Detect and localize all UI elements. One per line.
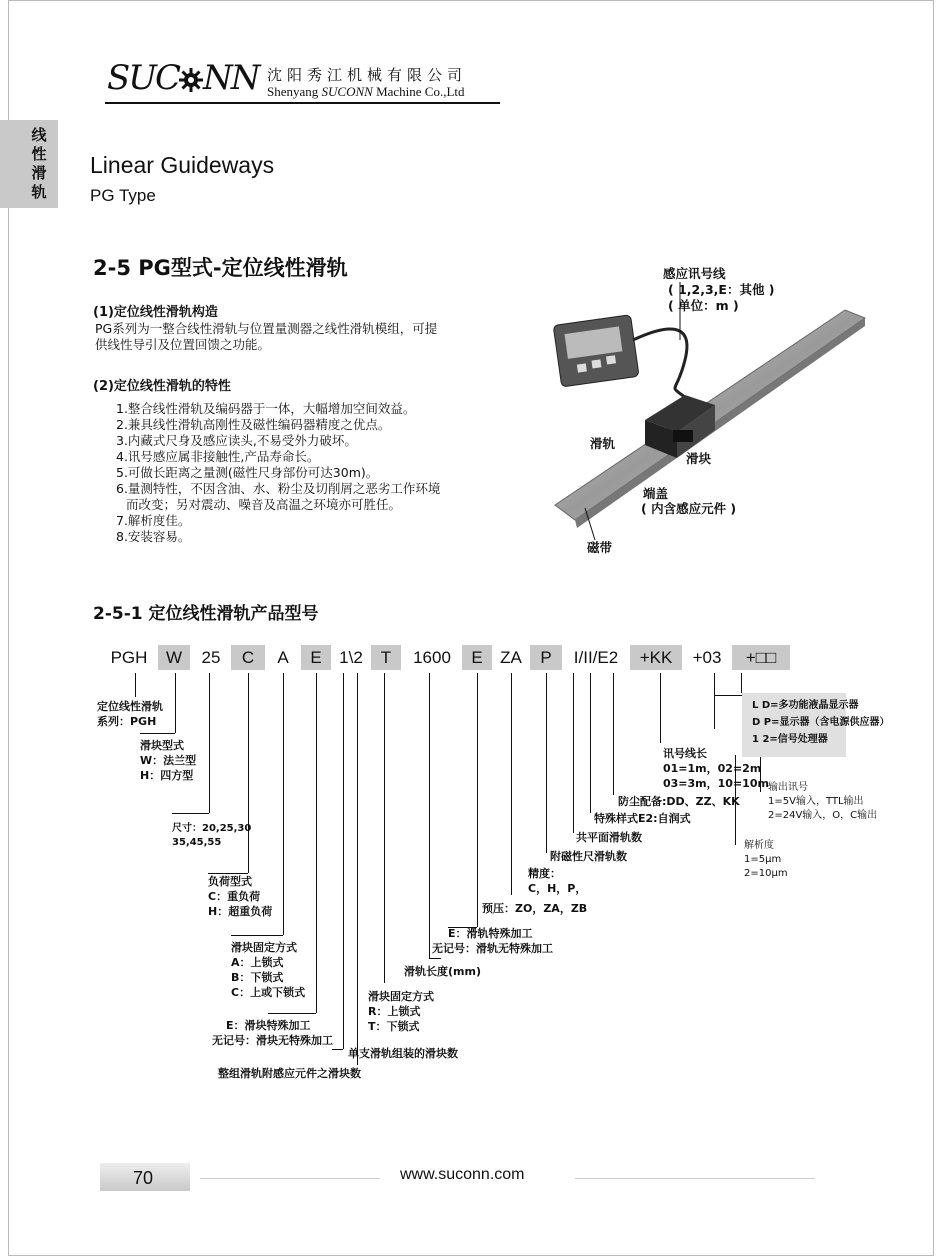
code-rail-length: 1600 (413, 648, 451, 667)
annot-resolution: 解析度 1=5μm 2=10μm (744, 840, 788, 879)
annot-rail-special: E：滑轨特殊加工 无记号：滑轨无特殊加工 (432, 927, 553, 955)
company-name-en: Shenyang SUCONN Machine Co.,Ltd (267, 84, 465, 99)
code-style: I/II/E2 (573, 648, 619, 667)
annot-display: L D=多功能液晶显示器 D P=显示器（含电源供应器） 1 2=信号处理器 (752, 700, 890, 745)
annot-dust: 防尘配备:DD、ZZ、KK (618, 795, 740, 808)
page-number: 70 (133, 1168, 154, 1188)
features-heading: (2)定位线性滑轨的特性 (93, 379, 231, 394)
code-rail-special: E (462, 645, 492, 670)
label-cable-unit: ( 单位：m ) (668, 298, 739, 313)
label-rail: 滑轨 (590, 436, 616, 451)
features-list (116, 401, 440, 545)
annot-load: 负荷型式 C：重负荷 H：超重负荷 (208, 875, 273, 918)
code-precision: P (530, 645, 562, 670)
code-size: 25 (201, 648, 221, 667)
side-tab-label: 线性滑轨 (31, 126, 47, 201)
code-block-special: E (301, 645, 331, 670)
annot-rail-length: 滑轨长度(mm) (404, 965, 481, 978)
page-subtitle: PG Type (90, 186, 156, 205)
construction-line-2: 供线性导引及位置回馈之功能。 (95, 337, 271, 352)
annot-precision: 精度： C，H，P， (528, 867, 587, 895)
brand-logo: SUC NN (107, 58, 259, 98)
model-heading: 2-5-1 定位线性滑轨产品型号 (93, 604, 319, 624)
code-block-type: W (158, 645, 190, 670)
feature-item: 而改变；另对震动、噪音及高温之环境亦可胜任。 (126, 497, 402, 512)
code-block-count: 1\2 (339, 648, 363, 667)
feature-item: 8.安装容易。 (116, 529, 191, 544)
annot-mag-rails: 附磁性尺滑轨数 (550, 850, 627, 863)
annot-common-rails: 共平面滑轨数 (576, 831, 642, 844)
label-endcap: 端盖 (643, 486, 669, 501)
header-divider (105, 102, 500, 104)
footer-divider-right (575, 1178, 815, 1179)
code-pgh: PGH (110, 648, 148, 667)
code-block-fix: A (277, 648, 289, 667)
code-display: +□□ (732, 645, 790, 670)
code-load: C (231, 645, 265, 670)
annot-block-fix2: 滑块固定方式 R：上锁式 T：下锁式 (368, 990, 434, 1033)
code-preload: ZA (500, 648, 522, 667)
website-url: www.suconn.com (400, 1166, 525, 1183)
annot-block-special: E：滑块特殊加工 无记号：滑块无特殊加工 (212, 1019, 333, 1047)
company-name-cn: 沈阳秀江机械有限公司 (267, 66, 468, 84)
annot-sensor-blocks: 整组滑轨附感应元件之滑块数 (218, 1067, 361, 1080)
label-block: 滑块 (686, 451, 712, 466)
gear-icon (179, 67, 203, 93)
feature-item: 1.整合线性滑轨及编码器于一体，大幅增加空间效益。 (116, 401, 416, 416)
footer-divider-left (200, 1178, 380, 1179)
label-endcap-note: ( 内含感应元件 ) (641, 501, 737, 516)
annot-block-fix: 滑块固定方式 A：上锁式 B：下锁式 C：上或下锁式 (231, 941, 306, 999)
construction-line-1: PG系列为一整合线性滑轨与位置量测器之线性滑轨模组，可提 (95, 321, 438, 336)
label-cable-options: ( 1,2,3,E：其他 ) (668, 282, 775, 297)
cable (633, 329, 695, 405)
annot-special-style: 特殊样式E2:自润式 (594, 812, 691, 825)
feature-item: 6.量测特性，不因含油、水、粉尘及切削屑之恶劣工作环境 (116, 481, 441, 496)
label-cable: 感应讯号线 (663, 266, 726, 281)
annot-series: 定位线性滑轨 系列：PGH (97, 700, 163, 728)
page-title: Linear Guideways (90, 152, 275, 178)
feature-item: 2.兼具线性滑轨高刚性及磁性编码器精度之优点。 (116, 417, 391, 432)
code-cable: +03 (692, 648, 722, 667)
product-illustration (545, 280, 875, 560)
annot-blocks-per-rail: 单支滑轨组装的滑块数 (348, 1047, 458, 1060)
code-block-fix2: T (371, 645, 401, 670)
annot-block-type: 滑块型式 W：法兰型 H：四方型 (140, 739, 197, 782)
code-dust: +KK (630, 645, 682, 670)
annot-size: 尺寸：20,25,30 35,45,55 (172, 823, 252, 848)
label-tape: 磁带 (587, 540, 613, 555)
feature-item: 5.可做长距离之量测(磁性尺身部份可达30m)。 (116, 465, 379, 480)
feature-item: 4.讯号感应属非接触性,产品寿命长。 (116, 449, 320, 464)
annot-preload: 预压：ZO，ZA，ZB (482, 902, 588, 915)
feature-item: 7.解析度佳。 (116, 513, 191, 528)
annot-output: 输出讯号 1=5V输入，TTL输出 2=24V输入，O，C输出 (768, 782, 878, 821)
section-title: 2-5 PG型式-定位线性滑轨 (93, 256, 348, 280)
feature-item: 3.内藏式尺身及感应读头,不易受外力破坏。 (116, 433, 357, 448)
construction-heading: (1)定位线性滑轨构造 (93, 305, 218, 320)
annot-cable-length: 讯号线长 01=1m，02=2m 03=3m，10=10m (663, 747, 769, 790)
